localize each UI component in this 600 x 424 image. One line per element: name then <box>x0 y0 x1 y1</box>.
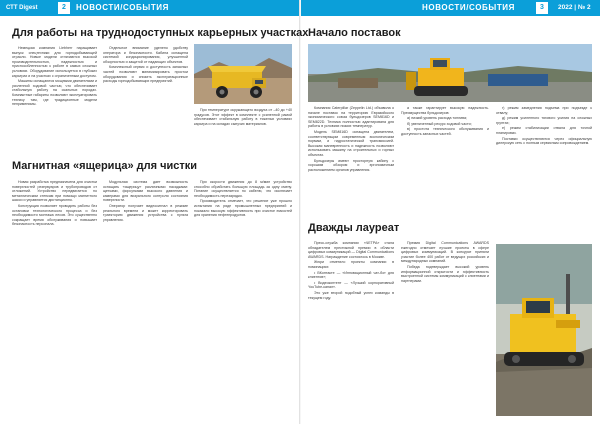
article-column <box>401 106 489 212</box>
paragraph: Победа подтверждает высокий уровень информационной открытости и эффективность выстроенной системы коммуникаций с клиентами и партнерами. <box>401 264 489 283</box>
paragraph: Премия Digital Communications AWARDS ежегодно отмечает лучшие проекты в сфере цифровых коммуникаций. В конкурсе приняли участие более 400 работ от ведущих российских и международных компаний. <box>401 241 489 264</box>
article-column <box>12 46 97 154</box>
article-column <box>308 241 394 416</box>
brand-logo: СТТ Digest <box>6 5 38 11</box>
paragraph: Жюри отметило проекты компании в номинациях: <box>308 260 394 269</box>
paragraph: Новая разработка предназначена для очистки поверхностей резервуаров и трубопроводов от отложений. Устройство передвигается по металлическим стенкам при помощи магнитного шасси и управляется дистанционно. <box>12 180 97 203</box>
list-item: г) режим замедления подъема при подъезде к отвалу; <box>496 106 592 115</box>
paragraph: Конструкция позволяет проводить работы без остановки технологического процесса и без необходимости монтажа лесов. Это существенно сокращает время обслуживания и повышает безопасность персонала. <box>12 203 97 227</box>
article-column <box>103 46 188 154</box>
paragraph: а также гарантирует высокую надежность. Преимущества бульдозеров: <box>401 106 489 115</box>
section-title-left: НОВОСТИ/СОБЫТИЯ <box>76 3 170 12</box>
article-title: Начало поставок <box>308 27 401 39</box>
paragraph: Компания Caterpillar (Zeppelin Ltd.) объявила о начале поставок на территорию Евразийского экономического союза бульдозеров SEM816D и SEM822D. Техника полностью адаптирована для работы в условиях низких температур. <box>308 106 394 129</box>
page-spine <box>299 0 301 424</box>
list-item: е) режим стабилизации отвала для точной планировки. <box>496 126 592 135</box>
photo-caption-text: При температуре окружающего воздуха от –40 до +40 градусов. Этот эффект в комплекте с усиленной рамой обеспечивает стабильную работу в тяжелых условиях карьера и на складах сыпучих материалов. <box>194 108 292 126</box>
paragraph: Отдельное внимание уделено удобству оператора и безопасности. Кабина оснащена системой кондиционирования, улучшенной обзорностью и защитой от падающих объектов. <box>103 46 188 64</box>
page-number-right: 3 <box>536 2 548 14</box>
article-column <box>496 106 592 212</box>
paragraph: Комплексный сервис и доступность запасных частей позволяют минимизировать простои оборудования и снизить эксплуатационные расходы горнодобывающих предприятий. <box>103 65 188 84</box>
paragraph: Немецкая компания Liebherr наращивает выпуск спецтехники для горнодобывающей отрасли. Новые модели отличаются высокой производительностью, надежностью и приспособленностью к работе в самых сложных условиях. Оборудование используется в глубоких карьерах и на участках с ограниченным доступом. <box>12 46 97 78</box>
list-item: • Видеоконтент — «Лучший корпоративный YouTube-канал». <box>308 280 394 290</box>
article-title: Магнитная «ящерица» для чистки <box>12 160 197 172</box>
paragraph: Модульная система дает возможность оснащать «ящерицу» различными насадками: щетками, форсунками высокого давления и камерами для визуального контроля состояния поверхности. <box>103 180 188 203</box>
paragraph: Бульдозеры имеют просторную кабину с хорошим обзором и эргономичным расположением органов управления. <box>308 158 394 172</box>
list-item: • ВКонтакте — «Инновационный чат-бот для клиентов»; <box>308 270 394 280</box>
list-item: б) увеличенный ресурс ходовой части; <box>407 121 472 126</box>
paragraph: Пресс-служба компании «ЧЕТРА» стала обладателем престижной премии в области цифровых коммуникаций — Digital Communications AWARDS. Награждение состоялось в Москве. <box>308 241 394 259</box>
article-column <box>12 180 97 416</box>
paragraph: Производитель отмечает, что решение уже прошло испытания на ряде промышленных предприятий и показало высокую эффективность при очистке емкостей для хранения нефтепродуктов. <box>194 199 292 218</box>
paragraph: При скорости движения до 8 м/мин устройство способно обработать большую площадь за одну смену. Питание осуществляется по кабелю, что исключает необходимость перезарядки. <box>194 180 292 198</box>
paragraph: Модель SEM816D оснащена двигателем, соответствующим современным экологическим нормам, и гидростатической трансмиссией. Высокая маневренность и надежность позволяют использовать машину на строительных и горных объектах. <box>308 129 394 157</box>
page-number-left: 2 <box>58 2 70 14</box>
section-title-right: НОВОСТИ/СОБЫТИЯ <box>422 3 516 12</box>
article-column <box>401 241 489 416</box>
article-photo-dump-truck <box>194 44 292 104</box>
article-column <box>308 106 394 212</box>
article-photo-award-machine <box>496 244 592 416</box>
paragraph: Оператор получает видеосигнал в режиме реального времени и может корректировать траекторию движения устройства с пульта управления. <box>103 203 188 222</box>
list-item: а) низкий уровень расхода топлива; <box>407 116 467 121</box>
paragraph: Машины оснащаются мощными двигателями и усиленной ходовой частью, что обеспечивает стабильную работу на скальных породах. Компактные габариты позволяют эксплуатировать технику там, где традиционные модели неприменимы. <box>12 79 97 107</box>
article-photo-bulldozer <box>308 44 592 102</box>
list-item: д) режим усиленного тягового усилия на сложных грунтах; <box>496 116 592 125</box>
paragraph: Поставки осуществляются через официальную дилерскую сеть с полным сервисным сопровождением. <box>496 136 592 146</box>
article-title: Дважды лауреат <box>308 222 400 234</box>
article-column <box>103 180 188 416</box>
issue-number: 2022 | № 2 <box>558 4 591 11</box>
article-column <box>194 180 292 416</box>
article-title: Для работы на труднодоступных карьерных участках <box>12 27 309 39</box>
paragraph: Это уже второй подобный успех команды в текущем году. <box>308 290 394 300</box>
article-column <box>194 108 292 154</box>
list-item: в) простота технического обслуживания и доступность запасных частей. <box>401 127 489 136</box>
